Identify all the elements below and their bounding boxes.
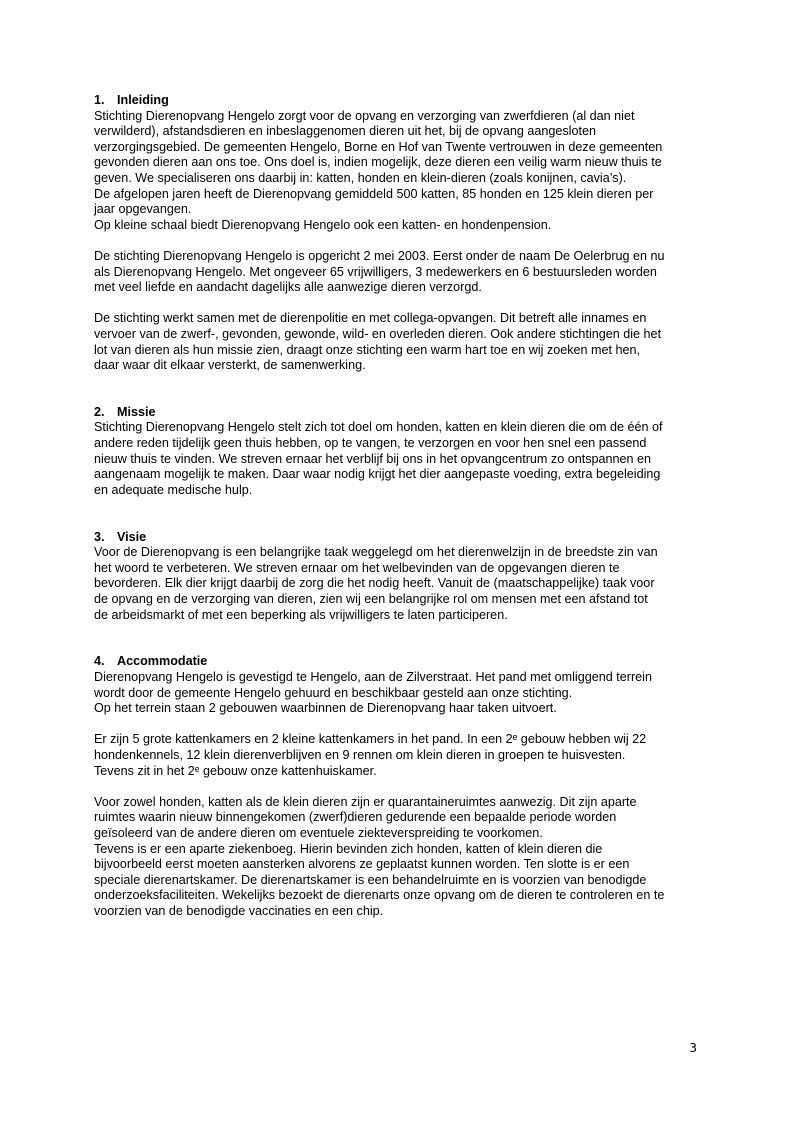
section-accommodatie <box>94 654 706 919</box>
text-line: en adequate medische hulp. <box>94 482 253 497</box>
text-line: De stichting Dierenopvang Hengelo is opgericht 2 mei 2003. Eerst onder de naam De Oelerbrug en nu <box>94 248 665 263</box>
text-line: ruimtes waarin nieuw binnengekomen (zwerf)dieren gedurende een bepaalde periode worden <box>94 810 617 825</box>
section-title: Inleiding <box>117 93 169 107</box>
text-line: Stichting Dierenopvang Hengelo zorgt voor de opvang en verzorging van zwerfdieren (al dan niet <box>94 108 635 123</box>
text-line: de opvang en de verzorging van dieren, zien wij een belangrijke rol om mensen met een afstand tot <box>94 592 648 606</box>
text-line: hondenkennels, 12 klein dierenverblijven en 9 rennen om klein dieren in groepen te huisvesten. <box>94 747 626 762</box>
paragraph <box>94 545 706 623</box>
page-number: 3 <box>689 1041 697 1055</box>
text-line: Stichting Dierenopvang Hengelo stelt zich tot doel om honden, katten en klein dieren die om de één of <box>94 420 663 435</box>
page-content <box>94 93 706 919</box>
paragraph <box>94 109 706 234</box>
text-line: bevorderen. Elk dier krijgt daarbij de zorg die het nodig heeft. Vanuit de (maatschappelijke) taak voor <box>94 576 655 591</box>
paragraph <box>94 420 706 498</box>
text-line: Voor zowel honden, katten als de klein dieren zijn er quarantaineruimtes aanwezig. Dit zijn aparte <box>94 794 637 809</box>
text-line: met veel liefde en aandacht dagelijks alle aanwezige dieren verzorgd. <box>94 280 482 295</box>
section-number: 2. <box>94 404 105 419</box>
text-line: De afgelopen jaren heeft de Dierenopvang gemiddeld 500 katten, 85 honden en 125 klein dieren per <box>94 186 654 201</box>
text-line: gevonden dieren aan ons toe. Ons doel is, indien mogelijk, deze dieren een veilig warm nieuw thuis te <box>94 155 662 170</box>
text-line: Tevens is er een aparte ziekenboeg. Hierin bevinden zich honden, katten of klein dieren die <box>94 841 603 856</box>
text-line: Voor de Dierenopvang is een belangrijke taak weggelegd om het dierenwelzijn in de breedste zin van <box>94 545 658 560</box>
text-line: als Dierenopvang Hengelo. Met ongeveer 65 vrijwilligers, 3 medewerkers en 6 bestuursleden worden <box>94 264 657 279</box>
text-line: aangenaam mogelijk te maken. Daar waar nodig krijgt het dier aangepaste voeding, extra begeleiding <box>94 467 661 482</box>
text-line: verwilderd), afstandsdieren en inbeslaggenomen dieren uit het, bij de opvang aangesloten <box>94 124 596 139</box>
section-heading <box>94 530 706 546</box>
section-number: 4. <box>94 654 105 669</box>
paragraph <box>94 670 706 717</box>
text-line: Tevens zit in het 2ᵉ gebouw onze kattenhuiskamer. <box>94 763 377 778</box>
section-missie <box>94 405 706 499</box>
text-line: andere reden tijdelijk geen thuis hebben, op te vangen, te verzorgen en voor hen snel een passend <box>94 436 647 451</box>
text-line: vervoer van de zwerf-, gevonden, gewonde, wild- en overleden dieren. Ook andere stichtingen die het <box>94 326 662 341</box>
text-line: de arbeidsmarkt of met een beperking als vrijwilligers te laten participeren. <box>94 607 508 622</box>
text-line: Er zijn 5 grote kattenkamers en 2 kleine kattenkamers in het pand. In een 2ᵉ gebouw hebben wij 22 <box>94 732 647 747</box>
text-line: geven. We specialiseren ons daarbij in: katten, honden en klein-dieren (zoals konijnen, cavia’s). <box>94 170 627 185</box>
text-line: wordt door de gemeente Hengelo gehuurd en beschikbaar gesteld aan onze stichting. <box>94 685 573 700</box>
paragraph <box>94 795 706 920</box>
text-line: het woord te verbeteren. We streven ernaar om het welbevinden van de opgevangen dieren te <box>94 560 620 575</box>
section-number: 1. <box>94 93 105 107</box>
section-visie <box>94 530 706 624</box>
text-line: bijvoorbeeld eerst moeten aansterken alvorens ze geplaatst kunnen worden. Ten slotte is er een <box>94 857 630 872</box>
text-line: nieuw thuis te vinden. We streven ernaar het verblijf bij ons in het opvangcentrum zo ontspannen en <box>94 451 652 466</box>
text-line: De stichting werkt samen met de dierenpolitie en met collega-opvangen. Dit betreft alle innames en <box>94 311 647 326</box>
section-heading <box>94 654 706 670</box>
text-line: daar waar dit elkaar versterkt, de samenwerking. <box>94 358 366 373</box>
section-title: Visie <box>117 529 147 544</box>
section-title: Accommodatie <box>117 654 208 669</box>
section-heading <box>94 93 706 109</box>
paragraph <box>94 732 706 779</box>
text-line: Dierenopvang Hengelo is gevestigd te Hengelo, aan de Zilverstraat. Het pand met omliggend terrein <box>94 669 652 684</box>
text-line: speciale dierenartskamer. De dierenartskamer is een behandelruimte en is voorzien van benodigde <box>94 872 647 887</box>
text-line: geïsoleerd van de andere dieren om eventuele ziekteverspreiding te voorkomen. <box>94 825 543 840</box>
text-line: Op kleine schaal biedt Dierenopvang Hengelo ook een katten- en hondenpension. <box>94 217 552 232</box>
paragraph <box>94 249 706 296</box>
text-line: verzorgingsgebied. De gemeenten Hengelo, Borne en Hof van Twente vertrouwen in deze gemeenten <box>94 139 663 154</box>
text-line: lot van dieren als hun missie zien, draagt onze stichting een warm hart toe en wij zoeken met hen, <box>94 342 641 357</box>
section-inleiding <box>94 93 706 374</box>
text-line: jaar opgevangen. <box>94 202 192 217</box>
text-line: onderzoeksfaciliteiten. Wekelijks bezoekt de dierenarts onze opvang om de dieren te controleren en te <box>94 888 665 903</box>
text-line: Op het terrein staan 2 gebouwen waarbinnen de Dierenopvang haar taken uitvoert. <box>94 701 557 716</box>
section-number: 3. <box>94 529 105 544</box>
section-title: Missie <box>117 404 156 419</box>
section-heading <box>94 405 706 421</box>
text-line: voorzien van de benodigde vaccinaties en een chip. <box>94 903 384 918</box>
paragraph <box>94 311 706 373</box>
